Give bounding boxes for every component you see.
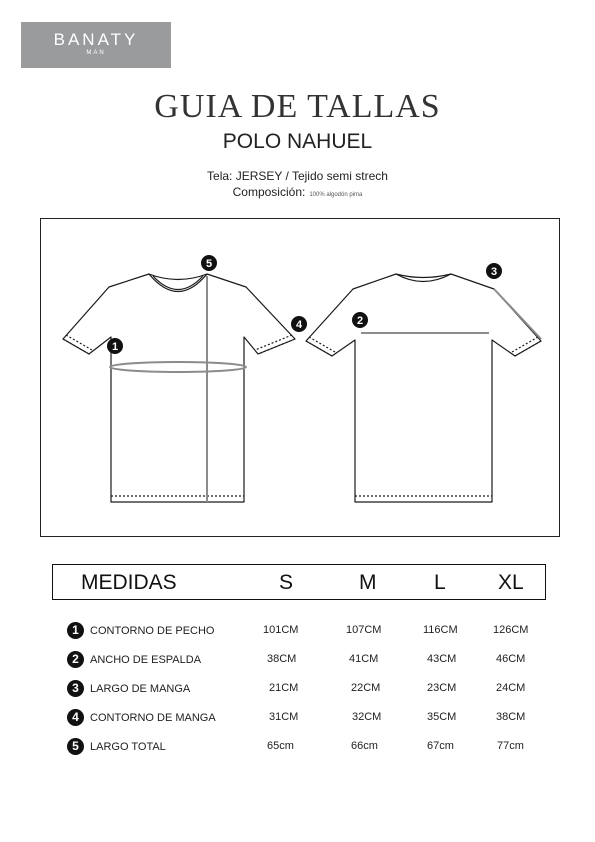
table-row-back-width — [67, 651, 547, 669]
page-title: GUIA DE TALLAS — [154, 88, 441, 125]
row-number-badge: 3 — [67, 680, 84, 697]
composition-label: Composición: — [232, 185, 306, 199]
svg-text:3: 3 — [490, 266, 498, 278]
header-size-s: S — [279, 571, 294, 594]
value-m: 22CM — [351, 682, 381, 694]
value-s: 38CM — [267, 653, 297, 665]
row-label: CONTORNO DE MANGA — [90, 712, 216, 724]
value-s: 65cm — [267, 740, 294, 752]
value-m: 107CM — [346, 624, 382, 636]
header-measures: MEDIDAS — [81, 571, 177, 594]
value-xl: 24CM — [496, 682, 526, 694]
marker-3 — [486, 263, 502, 279]
fabric-info: Tela: JERSEY / Tejido semi strech — [207, 169, 388, 183]
front-sleeve-hem — [63, 335, 92, 354]
sleeve-measure-line — [494, 289, 541, 339]
value-m: 41CM — [349, 653, 379, 665]
table-row-total-length — [67, 738, 547, 756]
header-size-m: M — [359, 571, 377, 594]
value-xl: 126CM — [493, 624, 529, 636]
value-l: 35CM — [427, 711, 457, 723]
svg-text:4: 4 — [295, 319, 303, 331]
size-table-header — [52, 564, 546, 600]
marker-2 — [352, 312, 368, 328]
chest-measure-line — [110, 362, 246, 372]
value-xl: 38CM — [496, 711, 526, 723]
marker-5 — [201, 255, 217, 271]
marker-1 — [107, 338, 123, 354]
brand-subline: MAN — [86, 50, 106, 56]
row-label: LARGO TOTAL — [90, 741, 166, 753]
value-m: 66cm — [351, 740, 378, 752]
marker-4 — [291, 316, 307, 332]
table-row-sleeve-contour — [67, 709, 547, 727]
value-s: 21CM — [269, 682, 299, 694]
row-label: LARGO DE MANGA — [90, 683, 191, 695]
row-label: ANCHO DE ESPALDA — [90, 654, 202, 666]
svg-text:5: 5 — [205, 258, 213, 270]
tshirt-illustration — [41, 219, 561, 538]
composition-value: 100% algodón pima — [309, 192, 363, 198]
value-s: 31CM — [269, 711, 299, 723]
measurement-diagram — [40, 218, 560, 537]
value-l: 43CM — [427, 653, 457, 665]
value-l: 116CM — [423, 624, 458, 636]
back-tshirt-outline — [306, 274, 541, 502]
value-l: 67cm — [427, 740, 454, 752]
value-l: 23CM — [427, 682, 457, 694]
front-tshirt-outline — [63, 274, 295, 502]
brand-logo — [21, 22, 171, 68]
svg-text:1: 1 — [111, 341, 119, 353]
value-m: 32CM — [352, 711, 382, 723]
row-number-badge: 2 — [67, 651, 84, 668]
row-number-badge: 4 — [67, 709, 84, 726]
composition-info — [0, 185, 595, 199]
header-size-l: L — [434, 571, 446, 594]
table-row-sleeve-length — [67, 680, 547, 698]
value-xl: 46CM — [496, 653, 526, 665]
product-name: POLO NAHUEL — [222, 130, 373, 153]
table-row-chest — [67, 622, 547, 640]
row-number-badge: 1 — [67, 622, 84, 639]
header-size-xl: XL — [498, 571, 524, 594]
brand-name: BANATY — [53, 30, 139, 49]
svg-text:2: 2 — [356, 315, 364, 327]
value-xl: 77cm — [497, 740, 524, 752]
row-number-badge: 5 — [67, 738, 84, 755]
value-s: 101CM — [263, 624, 299, 636]
row-label: CONTORNO DE PECHO — [90, 625, 215, 637]
